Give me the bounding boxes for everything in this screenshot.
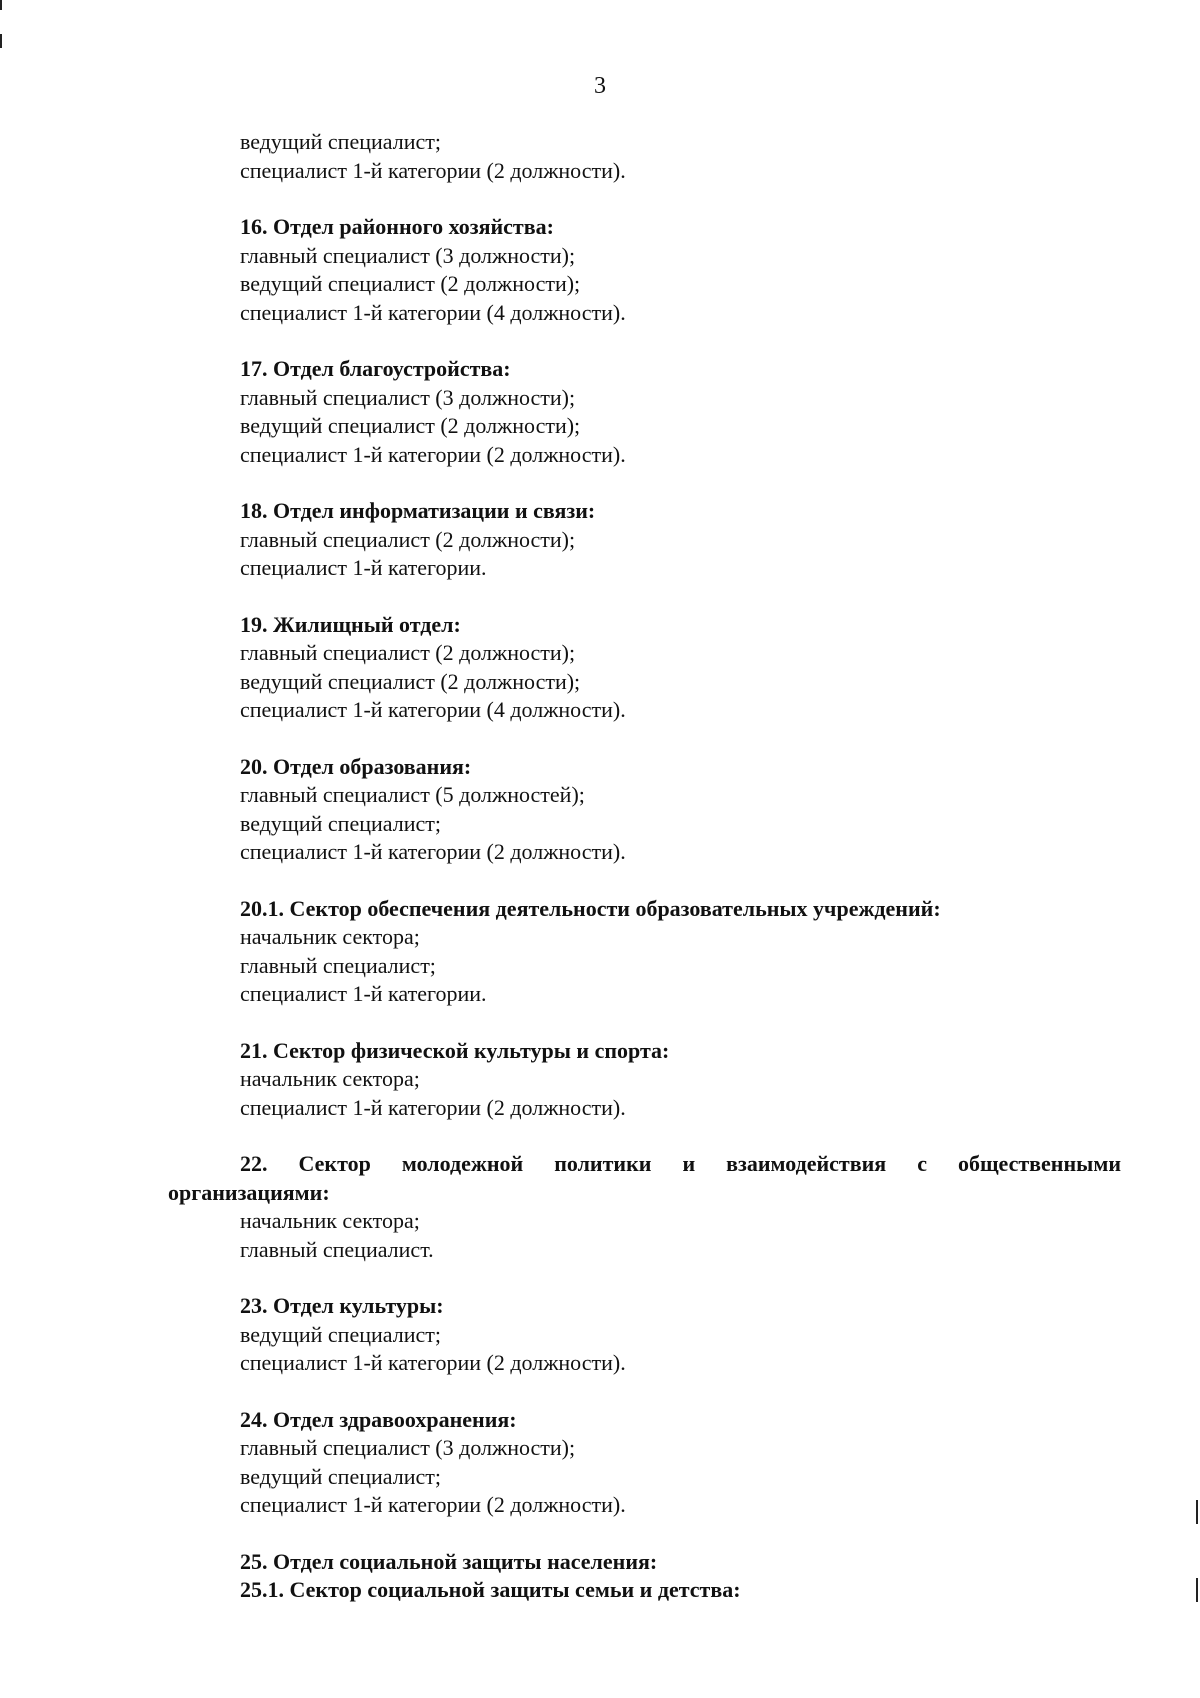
section-25 [240,1548,1120,1605]
section-23 [240,1292,1120,1378]
section-20-1 [240,895,1120,1009]
staff-line: специалист 1-й категории. [240,981,487,1006]
staff-line: главный специалист. [240,1236,434,1262]
staff-line: ведущий специалист; [240,1321,441,1347]
section-19 [240,611,1120,725]
section-heading: 16. Отдел районного хозяйства: [240,214,554,239]
subsection-heading: 25.1. Сектор социальной защиты семьи и детства: [240,1577,741,1602]
scan-edge-mark [1196,1500,1198,1524]
staff-line: ведущий специалист (2 должности); [240,271,581,296]
section-heading-line2: организациями: [168,1179,330,1205]
scan-edge-mark [1196,1578,1198,1602]
section-heading: 21. Сектор физической культуры и спорта: [240,1037,670,1063]
staff-line: главный специалист; [240,952,436,978]
section-heading: 18. Отдел информатизации и связи: [240,498,596,523]
staff-line: специалист 1-й категории (2 должности). [240,839,626,864]
staff-line: начальник сектора; [240,1066,420,1091]
section-22 [168,1150,1121,1264]
staff-line: специалист 1-й категории. [240,555,487,580]
staff-line: специалист 1-й категории (2 должности). [240,157,626,183]
section-17 [240,355,1120,469]
staff-line: ведущий специалист (2 должности); [240,413,581,438]
staff-line: специалист 1-й категории (2 должности). [240,1350,626,1375]
section-20 [240,753,1120,867]
section-heading: 20.1. Сектор обеспечения деятельности образовательных учреждений: [240,895,941,921]
section-heading: 24. Отдел здравоохранения: [240,1406,517,1432]
staff-line: ведущий специалист; [240,129,441,154]
section-18 [240,497,1120,583]
staff-line: специалист 1-й категории (2 должности). [240,1094,626,1120]
staff-line: главный специалист (5 должностей); [240,782,585,807]
section-heading: 19. Жилищный отдел: [240,611,461,637]
staff-line: специалист 1-й категории (2 должности). [240,441,626,467]
staff-line: специалист 1-й категории (2 должности). [240,1492,626,1517]
section-heading: 23. Отдел культуры: [240,1293,444,1318]
staff-line: ведущий специалист (2 должности); [240,668,581,694]
section-continuation [240,128,1120,185]
section-21 [240,1037,1120,1123]
staff-line: главный специалист (3 должности); [240,384,576,410]
section-24 [240,1406,1120,1520]
staff-line: начальник сектора; [240,924,420,949]
staff-line: ведущий специалист; [240,810,441,836]
staff-line: главный специалист (2 должности); [240,526,576,552]
document-body [168,128,1121,1605]
staff-line: начальник сектора; [240,1208,420,1233]
staff-line: специалист 1-й категории (4 должности). [240,299,626,325]
staff-line: специалист 1-й категории (4 должности). [240,697,626,722]
staff-line: главный специалист (3 должности); [240,242,576,268]
section-heading: 20. Отдел образования: [240,753,472,779]
section-16 [240,213,1120,327]
scan-edge-mark [0,0,2,10]
staff-line: главный специалист (2 должности); [240,640,576,665]
scan-edge-mark [0,34,2,48]
staff-line: главный специалист (3 должности); [240,1435,576,1460]
section-heading: 17. Отдел благоустройства: [240,356,511,381]
section-heading: 25. Отдел социальной защиты населения: [240,1548,658,1574]
staff-line: ведущий специалист; [240,1463,441,1489]
page-number: 3 [594,73,606,99]
section-heading-line1: 22. Сектор молодежной политики и взаимодействия с общественными [240,1151,1121,1176]
section-heading [168,1150,1121,1207]
